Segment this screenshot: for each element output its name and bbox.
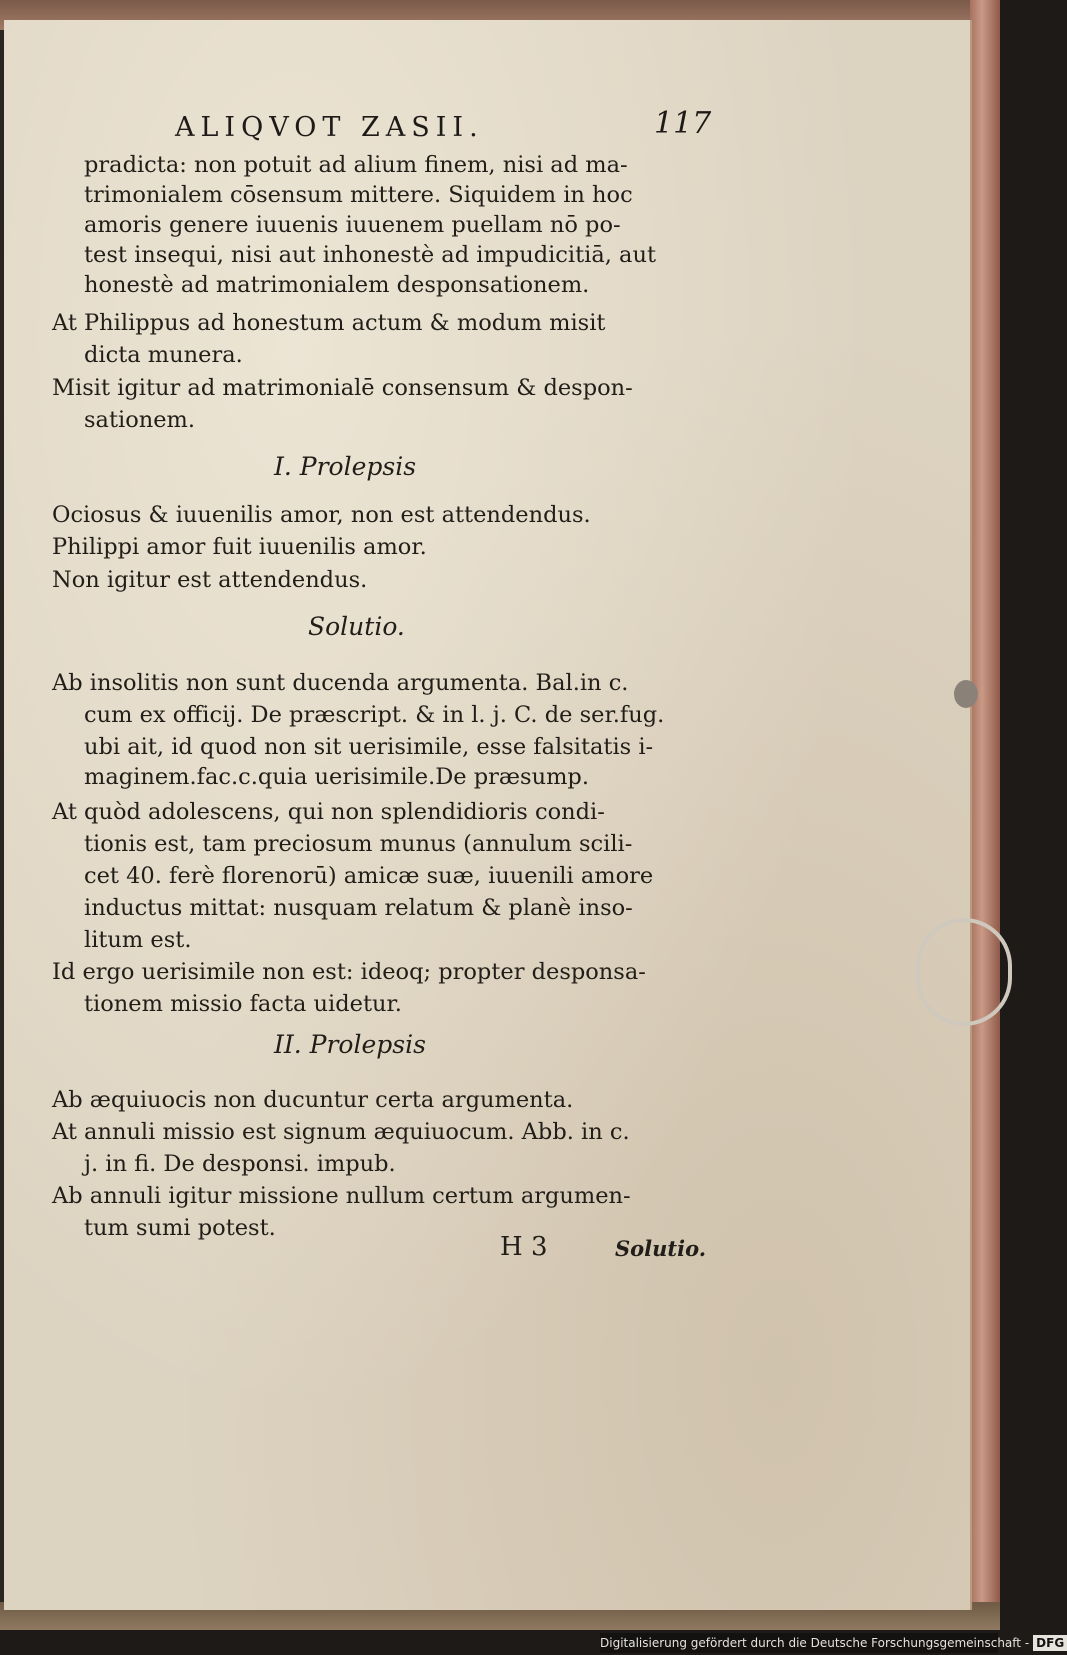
body-line: maginem.fac.c.quia uerisimile.De præsump. [84, 764, 589, 790]
body-line: ubi ait, id quod non sit uerisimile, esse falsitatis i- [84, 734, 654, 760]
body-line: test insequi, nisi aut inhonestè ad impudicitiā, aut [84, 242, 657, 268]
body-line: At annuli missio est signum æquiuocum. Abb. in c. [52, 1119, 630, 1145]
body-line: inductus mittat: nusquam relatum & planè inso- [84, 895, 633, 921]
body-line: litum est. [84, 927, 192, 953]
body-line: Ab æquiuocis non ducuntur certa argumenta. [52, 1087, 574, 1113]
body-line: Ab annuli igitur missione nullum certum argumen- [52, 1183, 631, 1209]
pin-icon [954, 680, 978, 708]
body-line: Ociosus & iuuenilis amor, non est attendendus. [52, 502, 591, 528]
section-heading: I. Prolepsis [274, 452, 417, 481]
digitization-credit [600, 1633, 1065, 1653]
body-line: j. in fi. De desponsi. impub. [84, 1151, 396, 1177]
body-line: sationem. [84, 407, 196, 433]
body-line: tionis est, tam preciosum munus (annulum scili- [84, 831, 633, 857]
body-line: At Philippus ad honestum actum & modum misit [52, 310, 606, 336]
section-heading: Solutio. [308, 612, 405, 641]
body-line: cet 40. ferè florenorū) amicæ suæ, iuuenili amore [84, 863, 654, 889]
body-line: tionem missio facta uidetur. [84, 991, 402, 1017]
body-line: honestè ad matrimonialem desponsationem. [84, 272, 590, 298]
clip-icon [916, 918, 1012, 1026]
body-line: trimonialem cōsensum mittere. Siquidem in hoc [84, 182, 633, 208]
section-heading: II. Prolepsis [274, 1030, 426, 1059]
signature-mark: H 3 [500, 1232, 548, 1262]
body-line: amoris genere iuuenis iuuenem puellam nō po- [84, 212, 621, 238]
catchword: Solutio. [615, 1236, 707, 1261]
cover-right-edge [970, 0, 1000, 1630]
body-line: Non igitur est attendendus. [52, 567, 368, 593]
credit-text: Digitalisierung gefördert durch die Deutsche Forschungsgemeinschaft - [600, 1636, 1030, 1650]
body-line: Misit igitur ad matrimonialē consensum & despon- [52, 375, 633, 401]
body-line: At quòd adolescens, qui non splendidioris condi- [52, 799, 605, 825]
body-line: Ab insolitis non sunt ducenda argumenta. Bal.in c. [52, 670, 629, 696]
body-line: dicta munera. [84, 342, 243, 368]
body-line: cum ex officij. De præscript. & in l. j. C. de ser.fug. [84, 702, 665, 728]
body-line: Philippi amor fuit iuuenilis amor. [52, 534, 427, 560]
body-line: tum sumi potest. [84, 1215, 276, 1241]
body-line: Id ergo uerisimile non est: ideoq; propter desponsa- [52, 959, 646, 985]
dfg-logo: DFG [1033, 1635, 1067, 1651]
page-number: 117 [654, 106, 712, 141]
body-line: pradicta: non potuit ad alium finem, nisi ad ma- [84, 152, 628, 178]
running-title: ALIQVOT ZASII. [175, 112, 484, 143]
